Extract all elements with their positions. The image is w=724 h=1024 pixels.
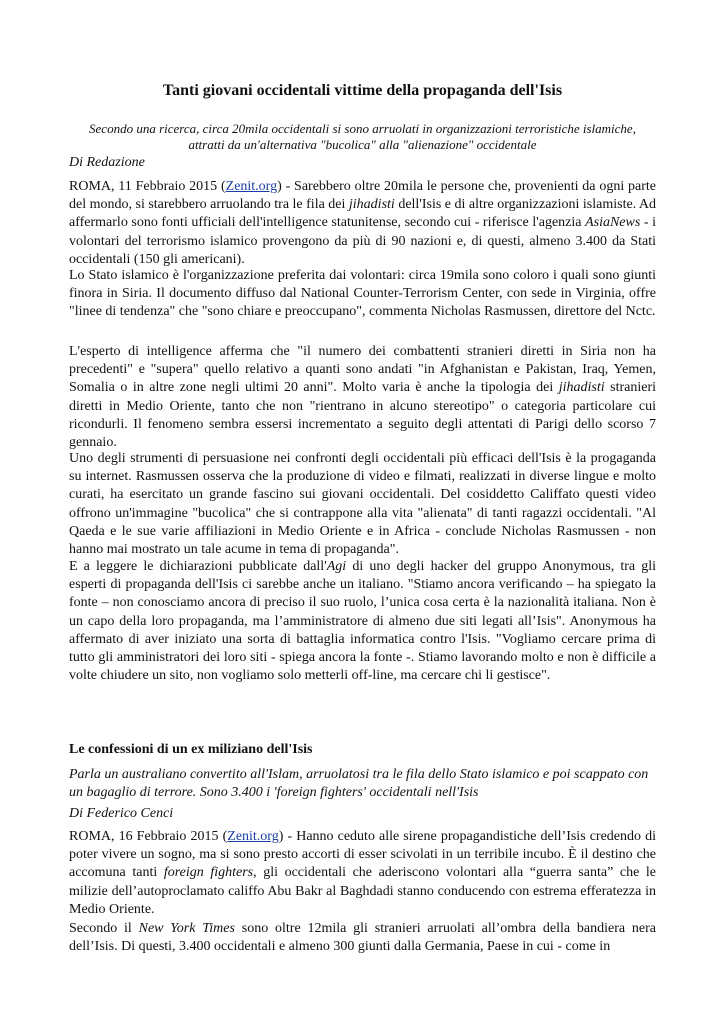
zenit-link[interactable]: Zenit.org (225, 179, 278, 194)
text: - i volontari del terrorismo islamico provengono da più di 90 nazioni e, di questi, almeno 3.400 da Stati occidentali (150 gli americani). (69, 215, 656, 267)
emphasis: jihadisti (558, 380, 605, 396)
subtitle-line: attratti da un'alternativa "bucolica" alla "alienazione" occidentale (188, 137, 537, 152)
text: di uno degli hacker del gruppo Anonymous, tra gli esperti di propaganda dell'Isis ci sarebbe anche un italiano. "Stiamo ancora verificando – ha spiegato la fonte – non conosciamo ancora di preciso il suo ruolo, l’unica cosa certa è la nazionalità italiana. Non è un capo della loro propaganda, ma l’amministratore di almeno due siti legati all’Isis". Anonymous ha affermato di aver iniziato una sorta di battaglia informatica contro l'Isis. "Vogliamo cercare prima di tutto gli amministratori dei loro siti - spiega ancora la fonte -. Stiamo lavorando molto e non è difficile a volte chiudere un sito, non vogliamo solo metterli off-line, ma cercare chi li gestisce". (69, 559, 656, 684)
subtitle-line: Secondo una ricerca, circa 20mila occidentali si sono arruolati in organizzazioni terroristiche islamiche, (89, 121, 636, 136)
paragraph (69, 920, 656, 960)
text: dell'Isis e di altre organizzazioni islamiste. Ad affermarlo sono fonti ufficiali dell'intelligence statunitense, secondo cui - riferisce l'agenzia (69, 197, 657, 231)
text: E a leggere le dichiarazioni pubblicate dall' (69, 559, 327, 574)
text: ROMA, 16 Febbraio 2015 ( (69, 829, 228, 844)
text: stranieri diretti in Medio Oriente, tanto che non "rientrano in alcuno stereotipo" o categoria particolare cui ricondurli. Il fenomeno sembra essersi incrementato a seguito degli attentati di Parigi dello scorso 7 gennaio. (69, 380, 657, 451)
article-byline: Di Redazione (69, 155, 145, 170)
paragraph (69, 343, 656, 452)
emphasis: Agi (326, 559, 347, 574)
text: Secondo il (69, 921, 139, 936)
zenit-link[interactable]: Zenit.org (227, 829, 279, 844)
emphasis: foreign fighters (163, 865, 254, 881)
paragraph: Lo Stato islamico è l'organizzazione preferita dai volontari: circa 19mila sono coloro i quali sono giunti finora in Siria. Il documento diffuso dal National Counter-Terrorism Center, con sede in Virginia, offre "linee di tendenza" che "sono chiare e preoccupano", commenta Nicholas Rasmussen, direttore del Nctc. (69, 268, 656, 320)
text: L'esperto di intelligence afferma che "il numero dei combattenti stranieri diretti in Siria non ha precedenti" e "supera" quello relativo a quanti sono andati "in Afghanistan e Pakistan, Iraq, Yemen, Somalia o in altre zone negli ultimi 20 anni". Molto varia è anche la tipologia dei (69, 344, 656, 396)
emphasis: AsiaNews (585, 215, 641, 231)
article-subtitle (69, 121, 656, 153)
article-lead: Parla un australiano convertito all'Islam, arruolatosi tra le fila dello Stato islamico e poi scappato con un bagaglio di terrore. Sono 3.400 i 'foreign fighters' occidentali nell'Isis (69, 767, 649, 801)
emphasis: jihadisti (348, 197, 395, 213)
text: ) - Sarebbero oltre 20mila le persone che, provenienti da ogni parte del mondo, si starebbero arruolando tra le fila dei (69, 179, 656, 213)
section-heading: Le confessioni di un ex miliziano dell'Isis (69, 742, 313, 757)
text: ROMA, 11 Febbraio 2015 ( (69, 179, 226, 194)
paragraph (69, 558, 656, 685)
text: sono oltre 12mila gli stranieri arruolati all’ombra della bandiera nera dell’Isis. Di questi, 3.400 occidentali e almeno 300 giunti dalla Germania, Paese in cui - come in (69, 921, 656, 955)
article-byline: Di Federico Cenci (69, 806, 174, 821)
paragraph (69, 178, 656, 269)
paragraph: Uno degli strumenti di persuasione nei confronti degli occidentali più efficaci dell'Isis è la progaganda su internet. Rasmussen osserva che la produzione di video e filmati, realizzati in diverse lingue e molto curati, ha esercitato un grande fascino sui giovani occidentali. Del cosiddetto Califfato questi video offrono un'immagine "bucolica" che si contrappone alla vita "alienata" di tanti ragazzi occidentali. "Al Qaeda e le sue varie affiliazioni in Medio Oriente e in Africa - conclude Nicholas Rasmussen - non hanno mai mostrato un tale acume in tema di propaganda". (69, 451, 656, 558)
article-title: Tanti giovani occidentali vittime della propaganda dell'Isis (162, 82, 563, 99)
paragraph (69, 828, 656, 919)
text: ) - Hanno ceduto alle sirene propagandistiche dell’Isis credendo di poter vivere un sogno, ma si sono presto accorti di esser scivolati in un terribile incubo. È il destino che accomuna tanti (69, 829, 656, 881)
text: , gli occidentali che aderiscono volontari alla “guerra santa” che le milizie dell’autoproclamato califfo Abu Bakr al Baghdadi stanno conducendo con estrema efferatezza in Medio Oriente. (69, 865, 656, 917)
emphasis: New York Times (138, 921, 235, 936)
